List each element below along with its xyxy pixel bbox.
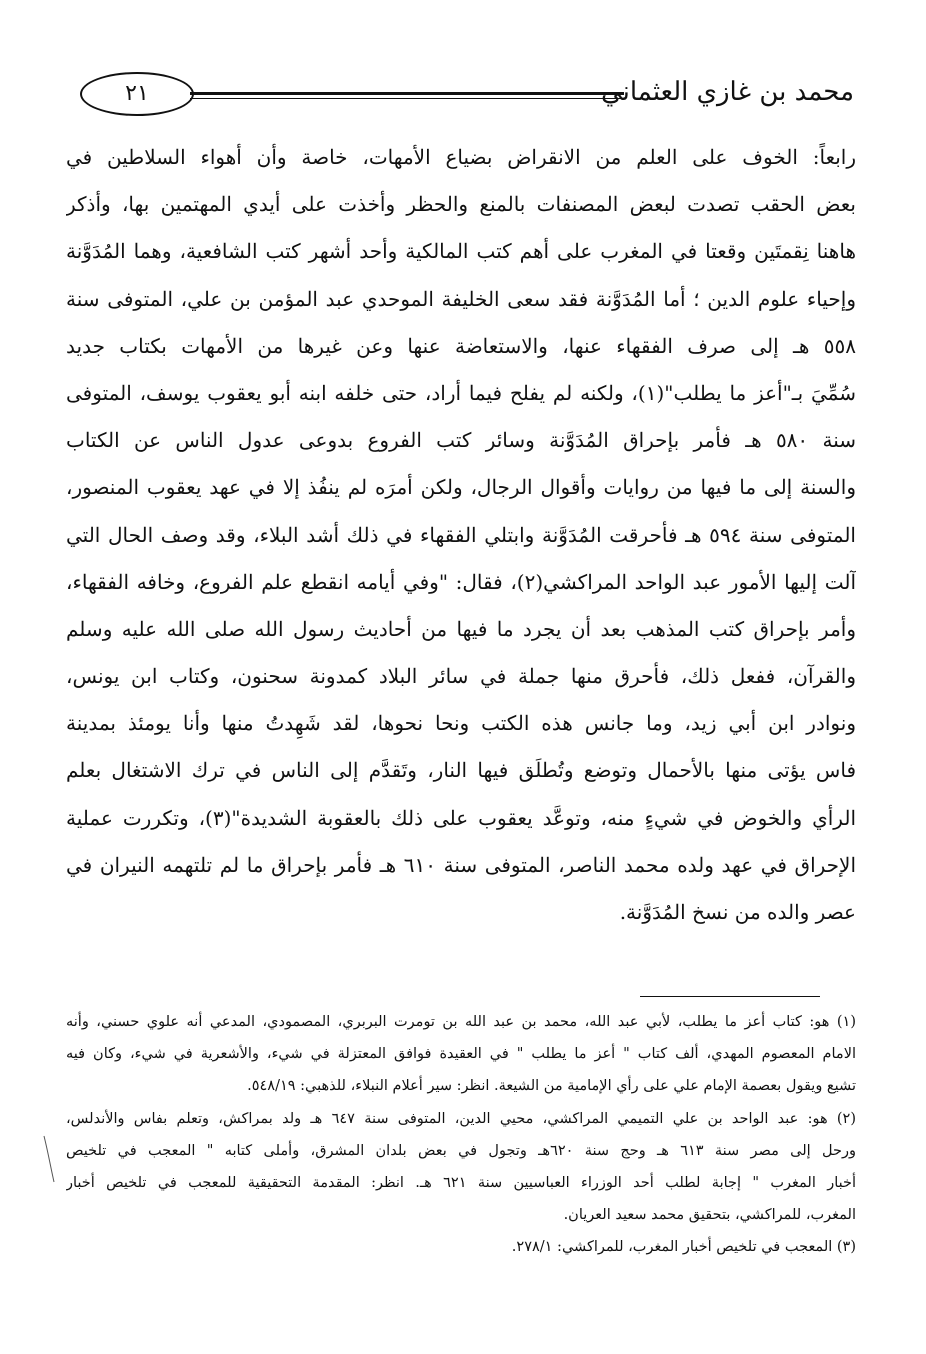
footnotes [66,1006,856,1264]
footnote-line: الامام المعصوم المهدي، ألف كتاب " أعز ما يطلب " في العقيدة فوافق المعتزلة في شيء، والأشعرية في شيء، وكان فيه [66,1046,856,1063]
text-line: آلت إليها الأمور عبد الواحد المراكشي(٢)، فقال: "وفي أيامه انقطع علم الفروع، وخافه الفقهاء، [66,569,856,594]
header-rule [190,92,624,95]
page-number: ٢١ [80,72,194,116]
margin-pen-mark [40,1134,60,1184]
text-line: بعض الحقب تصدت لبعض المصنفات بالمنع والحظر وأخذت على أيدي المهتمين بها، وأذكر [66,192,856,217]
text-line: والقرآن، ففعل ذلك، فأحرق منها جملة في سائر البلاد كمدونة سحنون، وكتاب ابن يونس، [66,664,856,689]
footnote-line: أخبار المغرب " إجابة لطلب أحد الوزراء العباسيين سنة ٦٢١ هـ. انظر: المقدمة التحقيقية للمعجب في تلخيص أخبار [66,1174,856,1191]
footnote-line: (٣) المعجب في تلخيص أخبار المغرب، للمراكشي: ٢٧٨/١. [511,1239,856,1256]
text-line: والسنة إلى ما فيها من روايات وأقوال الرجال، ولكن أمرَه لم ينفُذ إلا في عهد يعقوب المنصور، [66,475,856,500]
footnote-line: ورحل إلى مصر سنة ٦١٣ هـ وحج سنة ٦٢٠هـ وتجول في بعض بلدان المشرق، وأملى كتابه " المعجب في تلخيص [66,1142,856,1159]
footnote-line: المغرب، للمراكشي، بتحقيق محمد سعيد العريان. [563,1207,856,1224]
running-header [70,66,854,126]
text-line: المتوفى سنة ٥٩٤ هـ فأحرقت المُدَوَّنة وابتلي الفقهاء في ذلك أشد البلاء، وقد وصف الحال التي [66,522,856,547]
running-title: محمد بن غازي العثماني [600,77,854,107]
text-line: سنة ٥٨٠ هـ فأمر بإحراق المُدَوَّنة وسائر كتب الفروع بدوعى عدول الناس عن الكتاب [66,428,856,453]
text-line: عصر والده من نسخ المُدَوَّنة. [619,900,856,924]
text-line: هاهنا نِقمتَين وقعتا في المغرب على أهم كتب المالكية وأحد أشهر كتب الشافعية، وهما المُدَوَّنة [66,239,856,264]
text-line: ٥٥٨ هـ إلى صرف الفقهاء عنها، والاستعاضة عنها وعن غيرها من الأمهات بكتاب جديد [66,333,856,358]
text-line: رابعاً: الخوف على العلم من الانقراض بضياع الأمهات، خاصة وأن أهواء السلاطين في [66,145,856,169]
text-line: سُمِّيَ بـ"أعز ما يطلب"(١)، ولكنه لم يفلح فيما أراد، حتى خلفه ابنه أبو يعقوب يوسف، المتوفى [66,380,856,405]
main-text [66,134,856,936]
footnote-line: (٢) هو: عبد الواحد بن علي التميمي المراكشي، محيي الدين، المتوفى سنة ٦٤٧ هـ ولد بمراكش، وتعلم بفاس والأندلس، [66,1110,856,1127]
footnote-line: (١) هو: كتاب أعز ما يطلب، لأبي عبد الله، محمد بن عبد الله بن تومرت البربري، المصمودي، المدعي أنه علوي حسني، وأنه [66,1014,856,1030]
text-line: الإحراق في عهد ولده محمد الناصر، المتوفى سنة ٦١٠ هـ فأمر بإحراق ما لم تلتهمه النيران في [66,852,856,877]
footnote-separator [640,996,820,997]
text-line: ونوادر ابن أبي زيد، وما جانس هذه الكتب ونحا نحوها، لقد شَهِدتُ منها وأنا يومئذ بمدينة [66,711,856,736]
text-line: وإحياء علوم الدين ؛ أما المُدَوَّنة فقد سعى الخليفة الموحدي عبد المؤمن بن علي، المتوفى سنة [66,286,856,311]
text-line: وأمر بإحراق كتب المذهب بعد أن يجرد ما فيها من أحاديث رسول الله صلى الله عليه وسلم [66,616,856,641]
footnote-line: تشيع ويقول بعصمة الإمام علي على رأي الإمامية من الشيعة. انظر: سير أعلام النبلاء، للذهبي: ٥٤٨/١٩. [247,1078,856,1095]
text-line: الرأي والخوض في شيءٍ منه، وتوعَّد يعقوب على ذلك بالعقوبة الشديدة"(٣)، وتكررت عملية [66,805,856,830]
text-line: فاس يؤتى منها بالأحمال وتوضع وتُطلَق فيها النار، وتَقدَّم إلى الناس في ترك الاشتغال بعلم [66,758,856,783]
